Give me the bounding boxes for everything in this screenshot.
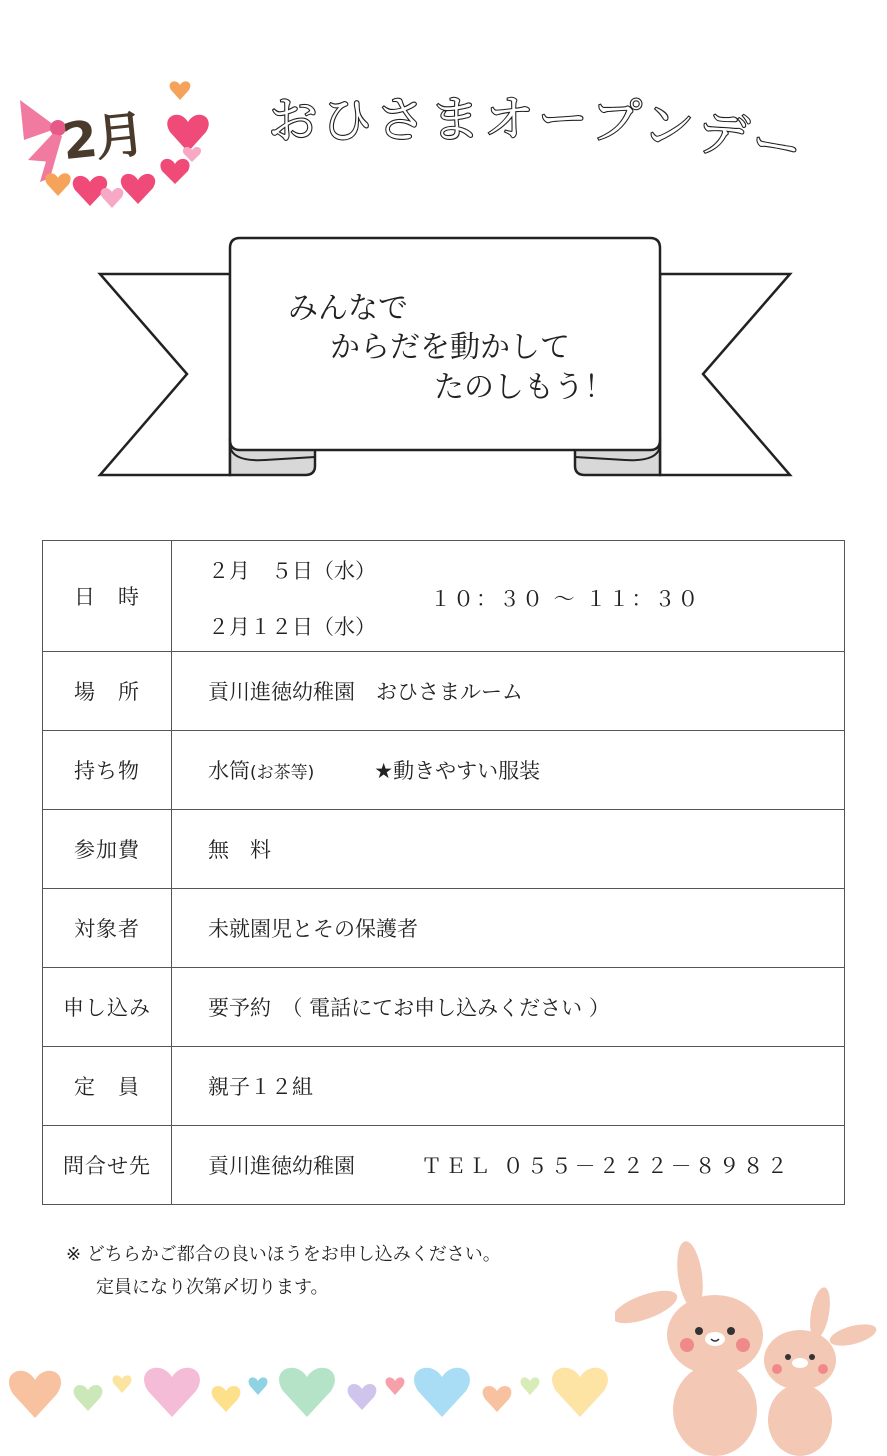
row-value-fee: 無 料 [172, 810, 845, 889]
page-title-text: おひさまオープンデー [268, 89, 812, 182]
heart-icon [212, 1386, 241, 1412]
row-label-place: 場 所 [43, 652, 172, 731]
heart-icon [9, 1371, 61, 1418]
date-second: ２月１２日（水） [208, 615, 376, 639]
items-extra: ★動きやすい服装 [374, 759, 541, 783]
banner-message-line2: からだを動かして [330, 330, 570, 365]
row-label-contact: 問合せ先 [43, 1126, 172, 1205]
table-row-apply [43, 968, 845, 1047]
heart-icon [101, 188, 124, 208]
heart-icon [45, 173, 70, 196]
heart-icon [144, 1368, 200, 1417]
banner-message-line3: たのしもう！ [434, 370, 614, 405]
event-info-table [42, 540, 845, 1205]
row-value-place: 貢川進徳幼稚園 おひさまルーム [172, 652, 845, 731]
heart-icon [113, 1375, 132, 1393]
table-row-contact [43, 1126, 845, 1205]
svg-text:おひさまオープンデー [268, 90, 811, 181]
row-value-items [172, 731, 845, 810]
note-line2: 定員になり次第〆切ります。 [96, 1277, 329, 1298]
table-row-target [43, 889, 845, 968]
items-main: 水筒 [208, 759, 250, 783]
table-row-date [43, 541, 845, 652]
heart-icon [414, 1368, 470, 1417]
table-row-items [43, 731, 845, 810]
time-range: １０：３０ ～ １１：３０ [430, 587, 701, 611]
bunny-icon [615, 1240, 763, 1456]
row-value-capacity: 親子１２組 [172, 1047, 845, 1126]
heart-icon [74, 1385, 103, 1411]
heart-icon [483, 1386, 512, 1412]
items-note: (お茶等) [250, 763, 315, 783]
page-title [268, 78, 868, 198]
table-row-place [43, 652, 845, 731]
heart-icon [279, 1368, 335, 1417]
row-label-target: 対象者 [43, 889, 172, 968]
row-label-capacity: 定 員 [43, 1047, 172, 1126]
bunnies-illustration [615, 1235, 887, 1456]
date-first: ２月 ５日（水） [208, 559, 376, 583]
contact-tel: ＴＥＬ ０５５－２２２－８９８２ [421, 1154, 791, 1178]
heart-icon [348, 1384, 377, 1410]
row-value-contact [172, 1126, 845, 1205]
heart-icon [121, 174, 155, 204]
row-label-fee: 参加費 [43, 810, 172, 889]
row-label-apply: 申し込み [43, 968, 172, 1047]
heart-icon [552, 1368, 608, 1417]
heart-icon [521, 1377, 540, 1395]
row-value-target: 未就園児とその保護者 [172, 889, 845, 968]
hearts-decoration [0, 1355, 620, 1435]
heart-icon [170, 81, 191, 100]
row-value-apply: 要予約 （ 電話にてお申し込みください ） [172, 968, 845, 1047]
row-value-date [172, 541, 845, 652]
bunny-icon [764, 1286, 879, 1456]
heart-icon [386, 1377, 405, 1395]
month-badge-text: 2月 [59, 104, 147, 172]
table-row-capacity [43, 1047, 845, 1126]
note-line1: ※ どちらかご都合の良いほうをお申し込みください。 [66, 1244, 501, 1265]
row-label-items: 持ち物 [43, 731, 172, 810]
heart-icon [249, 1377, 268, 1395]
row-label-date: 日 時 [43, 541, 172, 652]
table-row-fee [43, 810, 845, 889]
heart-icon [167, 115, 208, 152]
contact-name: 貢川進徳幼稚園 [208, 1154, 355, 1178]
heart-icon [160, 159, 189, 184]
banner-message-line1: みんなで [288, 291, 408, 326]
